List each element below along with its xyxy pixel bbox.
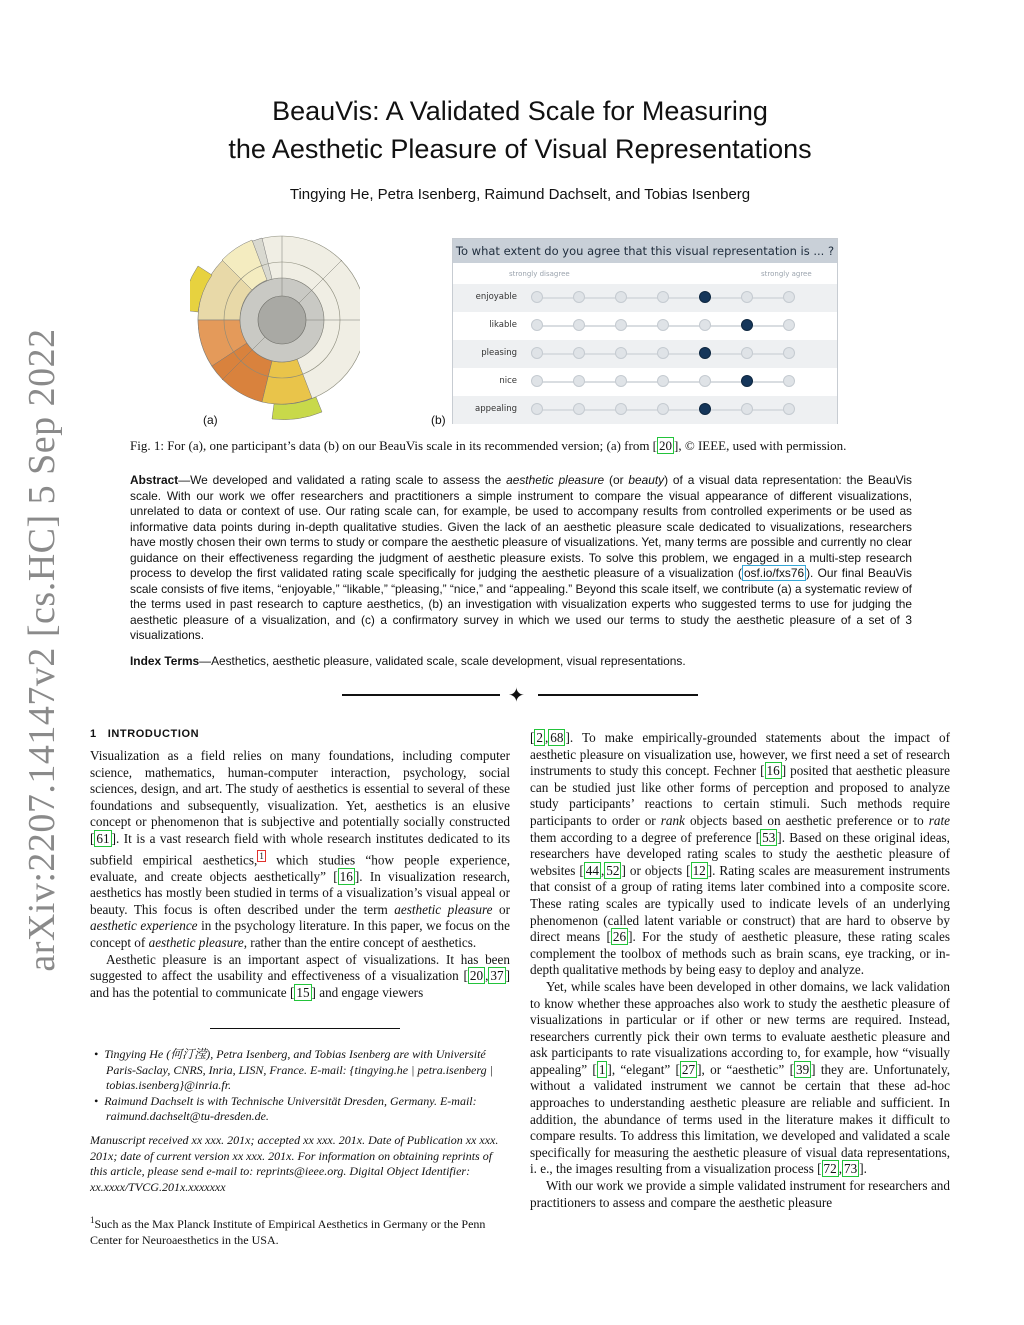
figure-label-b: (b) — [431, 413, 446, 427]
rating-radio[interactable] — [531, 375, 543, 387]
affiliation-2: • Raimund Dachselt is with Technische Universität Dresden, Germany. E-mail: raimund.dachselt@tu-dresden.de. — [94, 1093, 477, 1123]
section-number: 1 — [90, 728, 97, 740]
rating-radio[interactable] — [741, 403, 753, 415]
rating-radio-selected[interactable] — [741, 375, 753, 387]
rating-radio-selected[interactable] — [741, 319, 753, 331]
abstract-text: —We developed and validated a rating scale to assess the — [178, 473, 507, 487]
rating-radio[interactable] — [531, 291, 543, 303]
manuscript-info: Manuscript received xx xxx. 201x; accepted xx xxx. 201x. Date of Publication xx xxx. 201x; date of current version xx xxx. 201x. For information on obtaining reprints of this article, please send e-mail to: reprints@ieee.org. Digital Object Identifier: xx.xxxx/TVCG.201x.xxxxxxx — [90, 1133, 499, 1194]
rating-radio[interactable] — [657, 347, 669, 359]
paper-title — [120, 92, 920, 168]
rating-radio[interactable] — [783, 319, 795, 331]
index-terms-label: Index Terms — [130, 654, 200, 668]
abstract-text: ). Our final BeauVis scale consists of five items, “enjoyable,” “likable,” “pleasing,” “nice,” and “appealing.” Beyond this scale itself, we contribute (a) a systematic review of the terms used in past research to capture aesthetics, (b) an investigation with visualization experts who suggested terms to use for judging the aesthetic pleasure of a visualization, and (c) a confirmatory survey in which we used our terms to study the aesthetic pleasure of a set of 3 visualizations. — [130, 566, 912, 642]
caption-ref[interactable]: 20 — [659, 438, 673, 453]
rating-radio[interactable] — [699, 319, 711, 331]
arxiv-stamp — [12, 328, 72, 972]
rating-row-pleasing — [453, 340, 837, 368]
abstract — [130, 473, 912, 644]
right-paragraph-2: Yet, while scales have been developed in other domains, we lack validation to know whether these approaches also work to study the aesthetic pleasure of visualizations in particular or if other or new terms are required. Instead, researchers currently pick their own terms to evaluate aesthetic pleasure and ask participants to rate visualizations according to, for example, how “visually appealing” [ 1 ], “elegant” [ 27 ], or “aesthetic” [ 39 ] they are. Unfortunately, without a validated instrument we cannot be certain that these ad-hoc approaches to understanding aesthetic pleasure are reliable and sufficient. In addition, the abundance of terms used in the literature makes it difficult to compare results. To address this limitation, we developed and validated a scale specifically for measuring the aesthetic pleasure of visual data representations, i. e., the images resulting from a visualization process [ 72 , 73 ]. — [530, 978, 951, 1177]
arxiv-stamp-text: arXiv:2207.14147v2 [cs.HC] 5 Sep 2022 — [21, 328, 63, 972]
rating-radio[interactable] — [741, 347, 753, 359]
rating-radio[interactable] — [615, 375, 627, 387]
citation[interactable]: 12 — [692, 862, 706, 878]
rating-radio[interactable] — [657, 319, 669, 331]
rating-item-label: likable — [489, 320, 517, 330]
footnote-marker[interactable]: 1 — [259, 850, 264, 861]
rating-radio[interactable] — [531, 347, 543, 359]
figure-caption — [130, 438, 930, 454]
rating-radio[interactable] — [573, 319, 585, 331]
citation[interactable]: 39 — [795, 1061, 810, 1077]
citation[interactable]: 16 — [339, 868, 353, 884]
rating-radio[interactable] — [657, 403, 669, 415]
section-title: INTRODUCTION — [107, 728, 200, 740]
rating-item-label: appealing — [475, 404, 517, 414]
osf-link[interactable]: osf.io/fxs76 — [743, 566, 805, 580]
intro-paragraph-2: Aesthetic pleasure is an important aspect of visualizations. It has been suggested to affect the usability and effectiveness of a visualization [ 20 , 37 ] and has the potential to communicate [ 15 ] and engage viewers — [90, 951, 510, 1000]
anchor-strongly-disagree: strongly disagree — [509, 270, 570, 278]
figure-label-a: (a) — [203, 413, 218, 427]
footnote-text: Such as the Max Planck Institute of Empirical Aesthetics in Germany or the Penn Center for Neuroaesthetics in the USA. — [90, 1217, 486, 1247]
sunburst-figure — [190, 232, 360, 420]
affiliations — [90, 1047, 510, 1125]
rating-radio[interactable] — [615, 347, 627, 359]
citation[interactable]: 20 — [469, 968, 484, 984]
index-terms-text: —Aesthetics, aesthetic pleasure, validated scale, scale development, visual representations. — [199, 654, 686, 668]
intro-paragraph-1: Visualization as a field relies on many foundations, including computer science, mathematics, human-computer interaction, psychology, social sciences, design, and art. The study of aesthetics is essential to several of these foundations and subsequently, visualization. Yet, aesthetics is an elusive concept or phenomenon that is subjective and potentially socially constructed [ 61 ]. It is a vast research field with whole research institutes dedicated to its subfield empirical aesthetics, $^1$ which studies “how people experience, evaluate, and create objects aesthetically” [ 16 ]. In visualization research, aesthetics has mostly been studied in terms of a visualization’s visual appeal or beauty. This focus is often described under the term aesthetic pleasure or aesthetic experience in the psychology literature. In this paper, we focus on the concept of aesthetic pleasure, rather than the entire concept of aesthetics. — [90, 748, 510, 950]
footnote-1 — [90, 1213, 510, 1248]
rating-radio[interactable] — [699, 375, 711, 387]
abstract-text: ) of a visual data representation: the BeauVis scale. With our work we offer researchers and practitioners a simple instrument to compare the visual appearance of different visualizations, unrelated to data or context of use. Our rating scale can, for example, be used to accompany results from controlled experiments or be used as informative data points during in-depth qualitative studies. Given the lack of an aesthetic pleasure scale dedicated to visualizations, researchers have mostly chosen their own terms to study or compare the aesthetic pleasure of visualizations. Yet, many terms are possible and currently no clear guidance on their effectiveness regarding the judgment of aesthetic pleasure exists. To solve this problem, we engaged in a multi-step research process to develop the first validated rating scale specifically for judging the aesthetic pleasure of a visualization ( — [130, 473, 913, 580]
rating-radio[interactable] — [573, 291, 585, 303]
divider-line-right — [538, 694, 698, 696]
rating-radio[interactable] — [531, 403, 543, 415]
citation[interactable]: 44 — [585, 862, 599, 878]
rating-radio[interactable] — [615, 319, 627, 331]
rating-radio[interactable] — [783, 403, 795, 415]
rating-radio[interactable] — [657, 375, 669, 387]
right-column — [530, 730, 950, 1211]
rating-radio-selected[interactable] — [699, 403, 711, 415]
rating-row-enjoyable — [453, 284, 837, 312]
rating-item-label: pleasing — [481, 348, 517, 358]
rating-row-likable — [453, 312, 837, 340]
citation[interactable]: 61 — [96, 830, 110, 846]
citation[interactable]: 26 — [612, 929, 627, 945]
citation[interactable]: 15 — [296, 984, 310, 1000]
citation[interactable]: 37 — [490, 968, 504, 984]
caption-suffix: ], © IEEE, used with permission. — [674, 438, 847, 453]
index-terms — [130, 654, 912, 668]
right-paragraph-1: [ 2 , 68 ]. To make empirically-grounded statements about the impact of aesthetic pleasure on visualization use, however, we first need a set of research instruments to study this concept. Fechner [ 16 ] posited that aesthetic pleasure can be studied just like other forms of perception and proposed to analyze study participants’ reactions to certain stimuli. Such methods require participants to order or rank objects based on aesthetic preference or to rate them according to a degree of preference [ 53 ]. Based on these original ideas, researchers have developed rating scales to study the aesthetic pleasure of websites [ 44 , 52 ] or objects [ 12 ]. Rating scales are measurement instruments that consist of a group of rating items later combined into a composite score. These rating scales are typically used to indicate levels of an underlying phenomenon (called latent variable or construct) that are hard to observe by direct means [ 26 ]. For the study of aesthetic pleasure, these rating scales complement the toolbox of methods such as brain scans, eye tracking, or in-depth qualitative methods by being easy to deploy and analyze. — [530, 730, 950, 978]
rating-row-nice — [453, 368, 837, 396]
citation[interactable]: 27 — [681, 1061, 696, 1077]
rating-radio[interactable] — [531, 319, 543, 331]
title-line-2: the Aesthetic Pleasure of Visual Representations — [228, 134, 812, 164]
citation[interactable]: 68 — [550, 730, 564, 745]
abstract-text: (or — [604, 473, 629, 487]
abstract-emphasis: aesthetic pleasure — [506, 473, 605, 487]
citation[interactable]: 73 — [844, 1161, 858, 1177]
abstract-label: Abstract — [130, 473, 179, 487]
rating-radio[interactable] — [573, 347, 585, 359]
citation[interactable]: 2 — [536, 730, 543, 745]
rating-radio-selected[interactable] — [699, 291, 711, 303]
sunburst-rings — [190, 236, 360, 420]
rating-radio[interactable] — [615, 291, 627, 303]
abstract-emphasis: beauty — [628, 473, 665, 487]
left-column — [90, 748, 510, 1001]
citation[interactable]: 16 — [766, 763, 780, 779]
citation[interactable]: 72 — [823, 1161, 837, 1177]
rating-radio[interactable] — [657, 291, 669, 303]
footnote-number: 1 — [90, 1215, 95, 1225]
rating-radio[interactable] — [573, 403, 585, 415]
rating-item-label: enjoyable — [475, 292, 517, 302]
author-list: Tingying He, Petra Isenberg, Raimund Dachselt, and Tobias Isenberg — [289, 186, 751, 203]
rating-radio[interactable] — [783, 347, 795, 359]
right-paragraph-3: With our work we provide a simple validated instrument for researchers and practitioners to assess and compare the aesthetic pleasure — [530, 1178, 950, 1210]
rating-radio[interactable] — [783, 291, 795, 303]
rating-radio[interactable] — [741, 291, 753, 303]
rating-item-label: nice — [499, 376, 517, 386]
rating-question: To what extent do you agree that this visual representation is ... ? — [453, 239, 837, 263]
rating-scale-panel — [452, 238, 838, 424]
citation[interactable]: 52 — [606, 862, 620, 878]
anchor-strongly-agree: strongly agree — [761, 270, 812, 278]
rating-row-appealing — [453, 396, 837, 424]
affiliation-1: • Tingying He (何汀滢), Petra Isenberg, and Tobias Isenberg are with Université Paris-Saclay, CNRS, Inria, LISN, France. E-mail: {tingying.he | petra.isenberg | tobias.isenberg}@inria.fr. — [94, 1047, 493, 1092]
rating-radio[interactable] — [783, 375, 795, 387]
divider-ornament: ✦ — [508, 683, 525, 707]
title-line-1: BeauVis: A Validated Scale for Measuring — [272, 96, 768, 126]
divider-line-left — [342, 694, 500, 696]
caption-text: Fig. 1: For (a), one participant’s data (b) on our BeauVis scale in its recommended version; (a) from [ — [130, 438, 658, 453]
footnote-rule — [210, 1028, 400, 1029]
section-heading — [90, 728, 199, 740]
citation[interactable]: 53 — [762, 829, 776, 845]
citation[interactable]: 1 — [598, 1061, 606, 1077]
rating-radio[interactable] — [573, 375, 585, 387]
rating-radio-selected[interactable] — [699, 347, 711, 359]
rating-radio[interactable] — [615, 403, 627, 415]
